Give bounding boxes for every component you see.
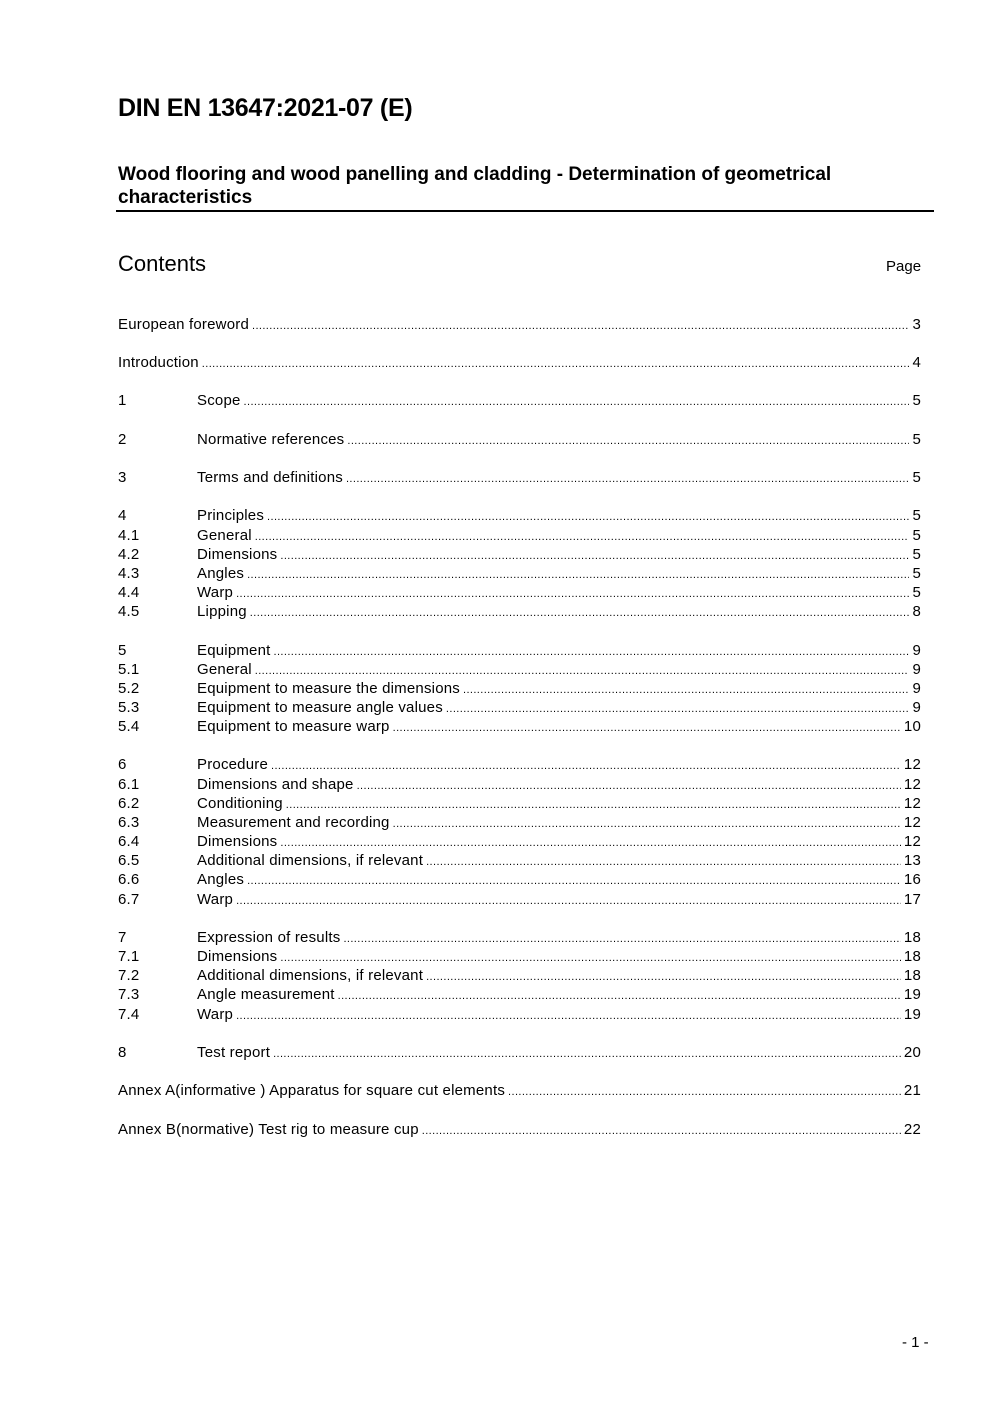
toc-entry-title: Annex A(informative ) Apparatus for square cut elements [118,1082,506,1099]
toc-entry-page: 21 [903,1082,921,1099]
toc-entry-number: 5.1 [118,661,140,678]
toc-entry-title: Dimensions [197,948,278,965]
toc-entry[interactable] [118,316,921,335]
contents-heading: Contents [118,251,207,276]
dot-leader [247,875,901,887]
toc-entry-number: 4.1 [118,527,140,544]
toc-entry-title: General [197,527,252,544]
dot-leader [426,856,901,868]
toc-entry-page: 18 [903,929,921,946]
toc-entry[interactable] [118,546,921,565]
toc-entry-title: Normative references [197,431,345,448]
toc-entry-page: 9 [912,661,921,678]
toc-entry-title: Equipment to measure the dimensions [197,680,460,697]
toc-entry[interactable] [118,891,921,910]
toc-entry-number: 7.2 [118,967,140,984]
toc-entry-number: 4 [118,507,127,524]
toc-entry-title: Test report [197,1044,271,1061]
dot-leader [422,1125,901,1137]
toc-entry-number: 5.4 [118,718,140,735]
toc-entry-page: 12 [903,776,921,793]
toc-entry-number: 4.4 [118,584,140,601]
dot-leader [508,1086,901,1098]
toc-entry-title: Warp [197,1006,234,1023]
toc-entry-number: 6.2 [118,795,140,812]
toc-entry-number: 5.2 [118,680,140,697]
toc-entry[interactable] [118,603,921,622]
dot-leader [274,646,910,658]
toc-entry[interactable] [118,967,921,986]
dot-leader [202,358,910,370]
toc-entry-page: 17 [903,891,921,908]
toc-entry-number: 2 [118,431,127,448]
dot-leader [343,933,900,945]
toc-entry-page: 5 [912,392,921,409]
toc-entry[interactable] [118,507,921,526]
toc-entry[interactable] [118,756,921,775]
dot-leader [250,607,910,619]
dot-leader [236,1010,901,1022]
toc-entry-title: Equipment to measure angle values [197,699,443,716]
toc-entry-page: 8 [912,603,921,620]
dot-leader [236,895,901,907]
toc-entry[interactable] [118,527,921,546]
document-title: Wood flooring and wood panelling and cladding - Determination of geometrical characteristics [118,164,832,208]
page-number: - 1 - [902,1334,929,1351]
toc-entry-title: Warp [197,891,234,908]
toc-entry-page: 22 [903,1121,921,1138]
toc-entry-title: General [197,661,252,678]
toc-entry[interactable] [118,1044,921,1063]
toc-entry-page: 18 [903,967,921,984]
dot-leader [286,799,901,811]
toc-entry-page: 5 [912,431,921,448]
toc-entry[interactable] [118,795,921,814]
dot-leader [463,684,909,696]
toc-entry-number: 5 [118,642,127,659]
dot-leader [273,1048,901,1060]
toc-entry-page: 5 [912,565,921,582]
toc-entry-title: Conditioning [197,795,283,812]
dot-leader [338,990,901,1002]
toc-entry[interactable] [118,469,921,488]
toc-entry[interactable] [118,814,921,833]
toc-entry[interactable] [118,392,921,411]
dot-leader [267,511,909,523]
toc-entry[interactable] [118,1121,921,1140]
toc-entry[interactable] [118,929,921,948]
toc-entry-page: 19 [903,1006,921,1023]
toc-entry-page: 9 [912,699,921,716]
toc-entry-number: 4.5 [118,603,140,620]
dot-leader [346,473,910,485]
toc-entry-page: 3 [912,316,921,333]
toc-entry[interactable] [118,699,921,718]
toc-entry-title: Introduction [118,354,199,371]
dot-leader [426,971,901,983]
toc-entry[interactable] [118,680,921,699]
toc-entry-title: Angles [197,871,245,888]
dot-leader [247,569,909,581]
toc-entry[interactable] [118,948,921,967]
toc-entry[interactable] [118,642,921,661]
toc-entry-title: Principles [197,507,265,524]
toc-entry-title: Lipping [197,603,247,620]
dot-leader [280,550,909,562]
toc-entry-number: 6.4 [118,833,140,850]
toc-entry-page: 4 [912,354,921,371]
toc-entry-title: Expression of results [197,929,341,946]
toc-entry-page: 20 [903,1044,921,1061]
toc-entry-page: 12 [903,833,921,850]
toc-entry-page: 16 [903,871,921,888]
page-column-label: Page [886,258,922,275]
toc-entry-page: 10 [903,718,921,735]
toc-entry-page: 5 [912,546,921,563]
dot-leader [236,588,909,600]
toc-entry-title: Additional dimensions, if relevant [197,852,424,869]
toc-entry-title: Dimensions [197,546,278,563]
toc-entry-number: 6.6 [118,871,140,888]
toc-entry-number: 8 [118,1044,127,1061]
dot-leader [393,818,901,830]
toc-entry-title: Measurement and recording [197,814,390,831]
dot-leader [252,320,909,332]
toc-entry-title: Procedure [197,756,269,773]
document-id: DIN EN 13647:2021-07 (E) [118,94,413,122]
toc-entry-number: 7.3 [118,986,140,1003]
title-divider [116,210,934,212]
toc-entry-page: 12 [903,814,921,831]
toc-entry[interactable] [118,661,921,680]
toc-entry-title: Dimensions [197,833,278,850]
dot-leader [255,665,910,677]
toc-entry-number: 5.3 [118,699,140,716]
dot-leader [244,396,910,408]
toc-entry-title: Angle measurement [197,986,335,1003]
toc-entry-title: Scope [197,392,241,409]
toc-entry[interactable] [118,833,921,852]
toc-entry-page: 12 [903,795,921,812]
toc-entry-page: 19 [903,986,921,1003]
toc-entry-title: Terms and definitions [197,469,343,486]
dot-leader [271,760,901,772]
toc-entry-page: 5 [912,527,921,544]
dot-leader [393,722,901,734]
toc-entry-page: 5 [912,584,921,601]
toc-entry[interactable] [118,718,921,737]
toc-entry-number: 7 [118,929,127,946]
toc-entry[interactable] [118,1082,921,1101]
toc-entry-title: Angles [197,565,245,582]
toc-entry[interactable] [118,852,921,871]
toc-entry-number: 7.4 [118,1006,140,1023]
dot-leader [255,531,910,543]
toc-entry-number: 6.3 [118,814,140,831]
toc-entry-page: 13 [903,852,921,869]
toc-entry-page: 9 [912,642,921,659]
toc-entry-number: 6.7 [118,891,140,908]
toc-entry-title: Warp [197,584,234,601]
toc-entry-number: 3 [118,469,127,486]
toc-entry-number: 4.3 [118,565,140,582]
toc-entry[interactable] [118,354,921,373]
toc-entry-page: 5 [912,469,921,486]
toc-entry[interactable] [118,565,921,584]
toc-entry-title: Equipment to measure warp [197,718,390,735]
toc-entry-title: Annex B(normative) Test rig to measure cup [118,1121,419,1138]
toc-entry[interactable] [118,1006,921,1025]
toc-entry-number: 1 [118,392,127,409]
toc-entry[interactable] [118,776,921,795]
toc-entry-title: Additional dimensions, if relevant [197,967,424,984]
dot-leader [357,780,901,792]
toc-entry[interactable] [118,871,921,890]
toc-entry[interactable] [118,986,921,1005]
dot-leader [446,703,910,715]
toc-entry-number: 6 [118,756,127,773]
toc-entry-number: 6.1 [118,776,140,793]
toc-entry[interactable] [118,584,921,603]
toc-entry-number: 6.5 [118,852,140,869]
toc-entry-number: 4.2 [118,546,140,563]
toc-entry-title: Equipment [197,642,271,659]
dot-leader [280,952,901,964]
toc-entry[interactable] [118,431,921,450]
toc-entry-page: 9 [912,680,921,697]
toc-entry-title: European foreword [118,316,249,333]
dot-leader [347,435,909,447]
toc-entry-page: 12 [903,756,921,773]
toc-entry-number: 7.1 [118,948,140,965]
dot-leader [280,837,901,849]
toc-entry-page: 5 [912,507,921,524]
toc-entry-title: Dimensions and shape [197,776,354,793]
toc-entry-page: 18 [903,948,921,965]
